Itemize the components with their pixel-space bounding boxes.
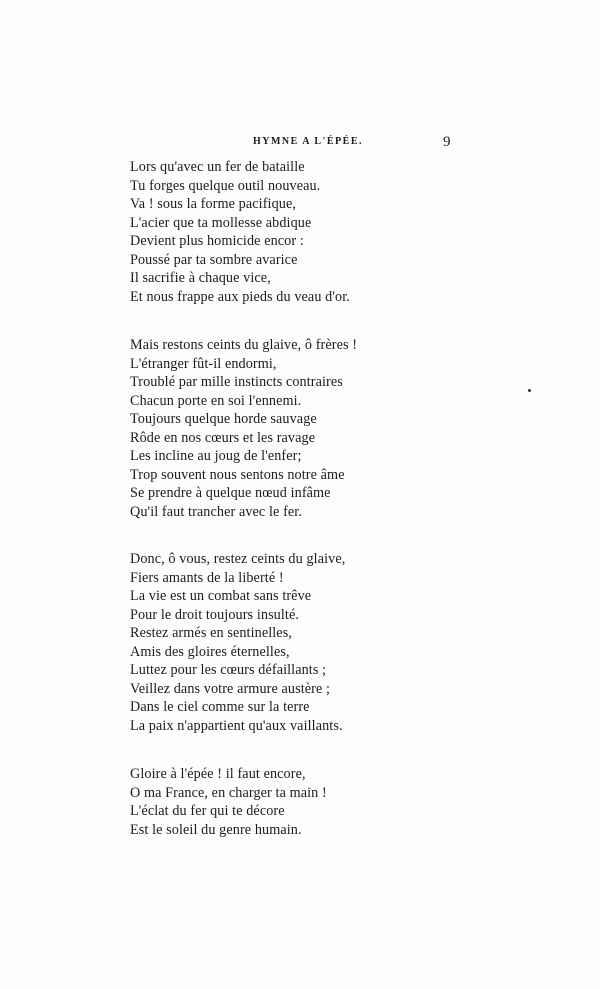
verse-line: L'éclat du fer qui te décore — [130, 803, 285, 819]
verse-line: Dans le ciel comme sur la terre — [130, 699, 310, 715]
verse-line: Donc, ô vous, restez ceints du glaive, — [130, 551, 346, 567]
stanza-2 — [130, 336, 430, 521]
verse-line: Qu'il faut trancher avec le fer. — [130, 503, 302, 520]
verse-line: Les incline au joug de l'enfer; — [130, 448, 302, 464]
verse-line: O ma France, en charger ta main ! — [130, 784, 327, 801]
verse-line: Mais restons ceints du glaive, ô frères ! — [130, 337, 358, 353]
verse-line: Luttez pour les cœurs défaillants ; — [130, 662, 327, 678]
verse-line: Rôde en nos cœurs et les ravage — [130, 429, 316, 446]
verse-line: Amis des gloires éternelles, — [130, 643, 290, 660]
verse-line: Veillez dans votre armure austère ; — [130, 680, 331, 697]
verse-line: Lors qu'avec un fer de bataille — [130, 159, 305, 175]
verse-line: Tu forges quelque outil nouveau. — [130, 177, 321, 194]
stanza-4 — [130, 765, 430, 839]
verse-line: L'étranger fût-il endormi, — [130, 355, 277, 372]
verse-line: Restez armés en sentinelles, — [130, 625, 292, 641]
verse-line: La paix n'appartient qu'aux vaillants. — [130, 717, 343, 734]
verse-line: Troublé par mille instincts contraires — [130, 374, 343, 390]
verse-line: L'acier que ta mollesse abdique — [130, 214, 312, 231]
running-title: HYMNE A L'ÉPÉE. — [252, 136, 363, 147]
verse-line: Trop souvent nous sentons notre âme — [130, 466, 345, 483]
verse-line: La vie est un combat sans trêve — [130, 588, 312, 604]
poem — [130, 158, 430, 869]
verse-line: Il sacrifie à chaque vice, — [130, 270, 271, 286]
verse-line: Poussé par ta sombre avarice — [130, 251, 298, 268]
verse-line: Devient plus homicide encor : — [130, 233, 304, 249]
verse-line: Et nous frappe aux pieds du veau d'or. — [130, 288, 350, 305]
verse-line: Pour le droit toujours insulté. — [130, 606, 300, 623]
verse-line: Toujours quelque horde sauvage — [130, 411, 317, 427]
verse-line: Fiers amants de la liberté ! — [130, 569, 284, 586]
verse-line: Va ! sous la forme pacifique, — [130, 196, 296, 212]
stanza-3 — [130, 550, 430, 735]
verse-line: Gloire à l'épée ! il faut encore, — [130, 766, 306, 782]
ink-speck — [528, 389, 531, 392]
verse-line: Est le soleil du genre humain. — [130, 821, 302, 838]
verse-line: Se prendre à quelque nœud infâme — [130, 485, 331, 501]
page-number: 9 — [443, 134, 451, 150]
stanza-1 — [130, 158, 430, 306]
verse-line: Chacun porte en soi l'ennemi. — [130, 392, 302, 409]
